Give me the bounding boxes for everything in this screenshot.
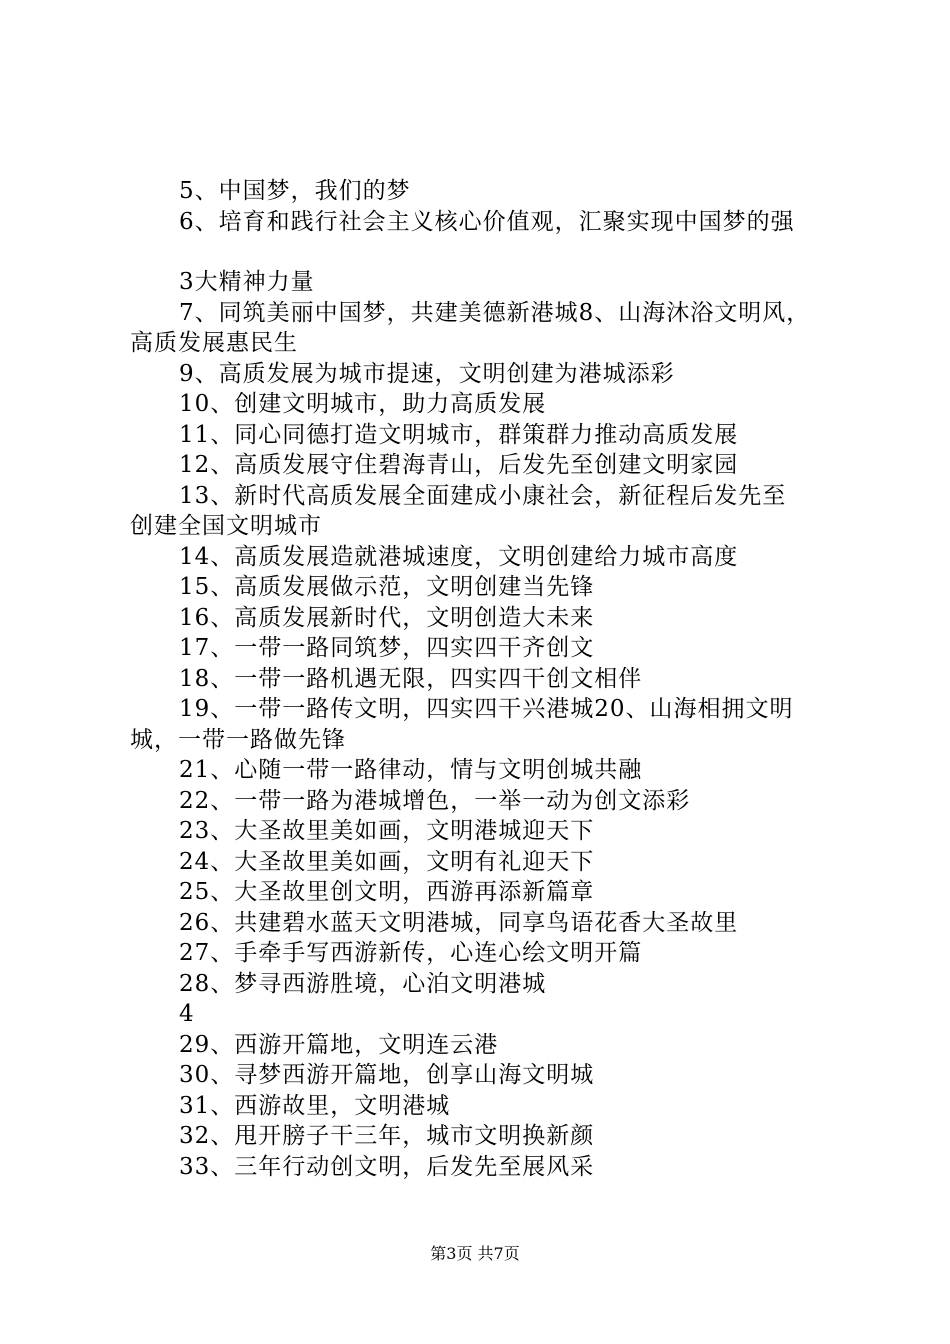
text-line: 6、培育和践行社会主义核心价值观，汇聚实现中国梦的强 (179, 208, 795, 235)
text-line: 10、创建文明城市，助力高质发展 (179, 391, 547, 417)
text-line: 32、甩开膀子干三年，城市文明换新颜 (179, 1123, 595, 1149)
text-line: 11、同心同德打造文明城市，群策群力推动高质发展 (179, 421, 739, 448)
text-line: 14、高质发展造就港城速度，文明创建给力城市高度 (179, 543, 739, 570)
text-line: 27、手牵手写西游新传，心连心绘文明开篇 (179, 940, 643, 966)
page-number-marker: 4 (179, 1001, 195, 1027)
text-line: 高质发展惠民生 (130, 330, 298, 356)
text-line: 22、一带一路为港城增色，一举一动为创文添彩 (179, 787, 691, 814)
text-line: 28、梦寻西游胜境，心泊文明港城 (179, 970, 547, 997)
text-line: 9、高质发展为城市提速，文明创建为港城添彩 (179, 360, 675, 387)
text-line: 25、大圣故里创文明，西游再添新篇章 (179, 879, 595, 905)
text-line: 5、中国梦，我们的梦 (179, 178, 411, 204)
text-line: 18、一带一路机遇无限，四实四干创文相伴 (179, 665, 643, 692)
text-line: 15、高质发展做示范，文明创建当先锋 (179, 574, 595, 600)
text-line: 19、一带一路传文明，四实四干兴港城20、山海相拥文明 (179, 696, 794, 722)
text-line: 24、大圣故里美如画，文明有礼迎天下 (179, 848, 595, 875)
text-line: 29、西游开篇地，文明连云港 (179, 1031, 499, 1058)
text-line: 31、西游故里，文明港城 (179, 1092, 451, 1119)
text-line: 33、三年行动创文明，后发先至展风采 (179, 1153, 595, 1180)
text-line: 12、高质发展守住碧海青山，后发先至创建文明家园 (179, 452, 739, 478)
text-line: 16、高质发展新时代，文明创造大未来 (179, 604, 595, 631)
page-footer: 第3页 共7页 (430, 1244, 520, 1263)
text-line: 3大精神力量 (179, 269, 315, 295)
text-line: 7、同筑美丽中国梦，共建美德新港城8、山海沐浴文明风， (179, 299, 811, 326)
text-line: 13、新时代高质发展全面建成小康社会，新征程后发先至 (179, 482, 787, 509)
text-line: 21、心随一带一路律动，情与文明创城共融 (179, 757, 643, 783)
text-line: 23、大圣故里美如画，文明港城迎天下 (179, 818, 595, 844)
text-line: 创建全国文明城市 (130, 513, 322, 539)
text-line: 城，一带一路做先锋 (130, 726, 346, 753)
document-body (130, 176, 835, 1182)
text-line: 30、寻梦西游开篇地，创享山海文明城 (179, 1062, 595, 1088)
text-line: 26、共建碧水蓝天文明港城，同享鸟语花香大圣故里 (179, 909, 739, 936)
text-line: 17、一带一路同筑梦，四实四干齐创文 (179, 635, 595, 661)
